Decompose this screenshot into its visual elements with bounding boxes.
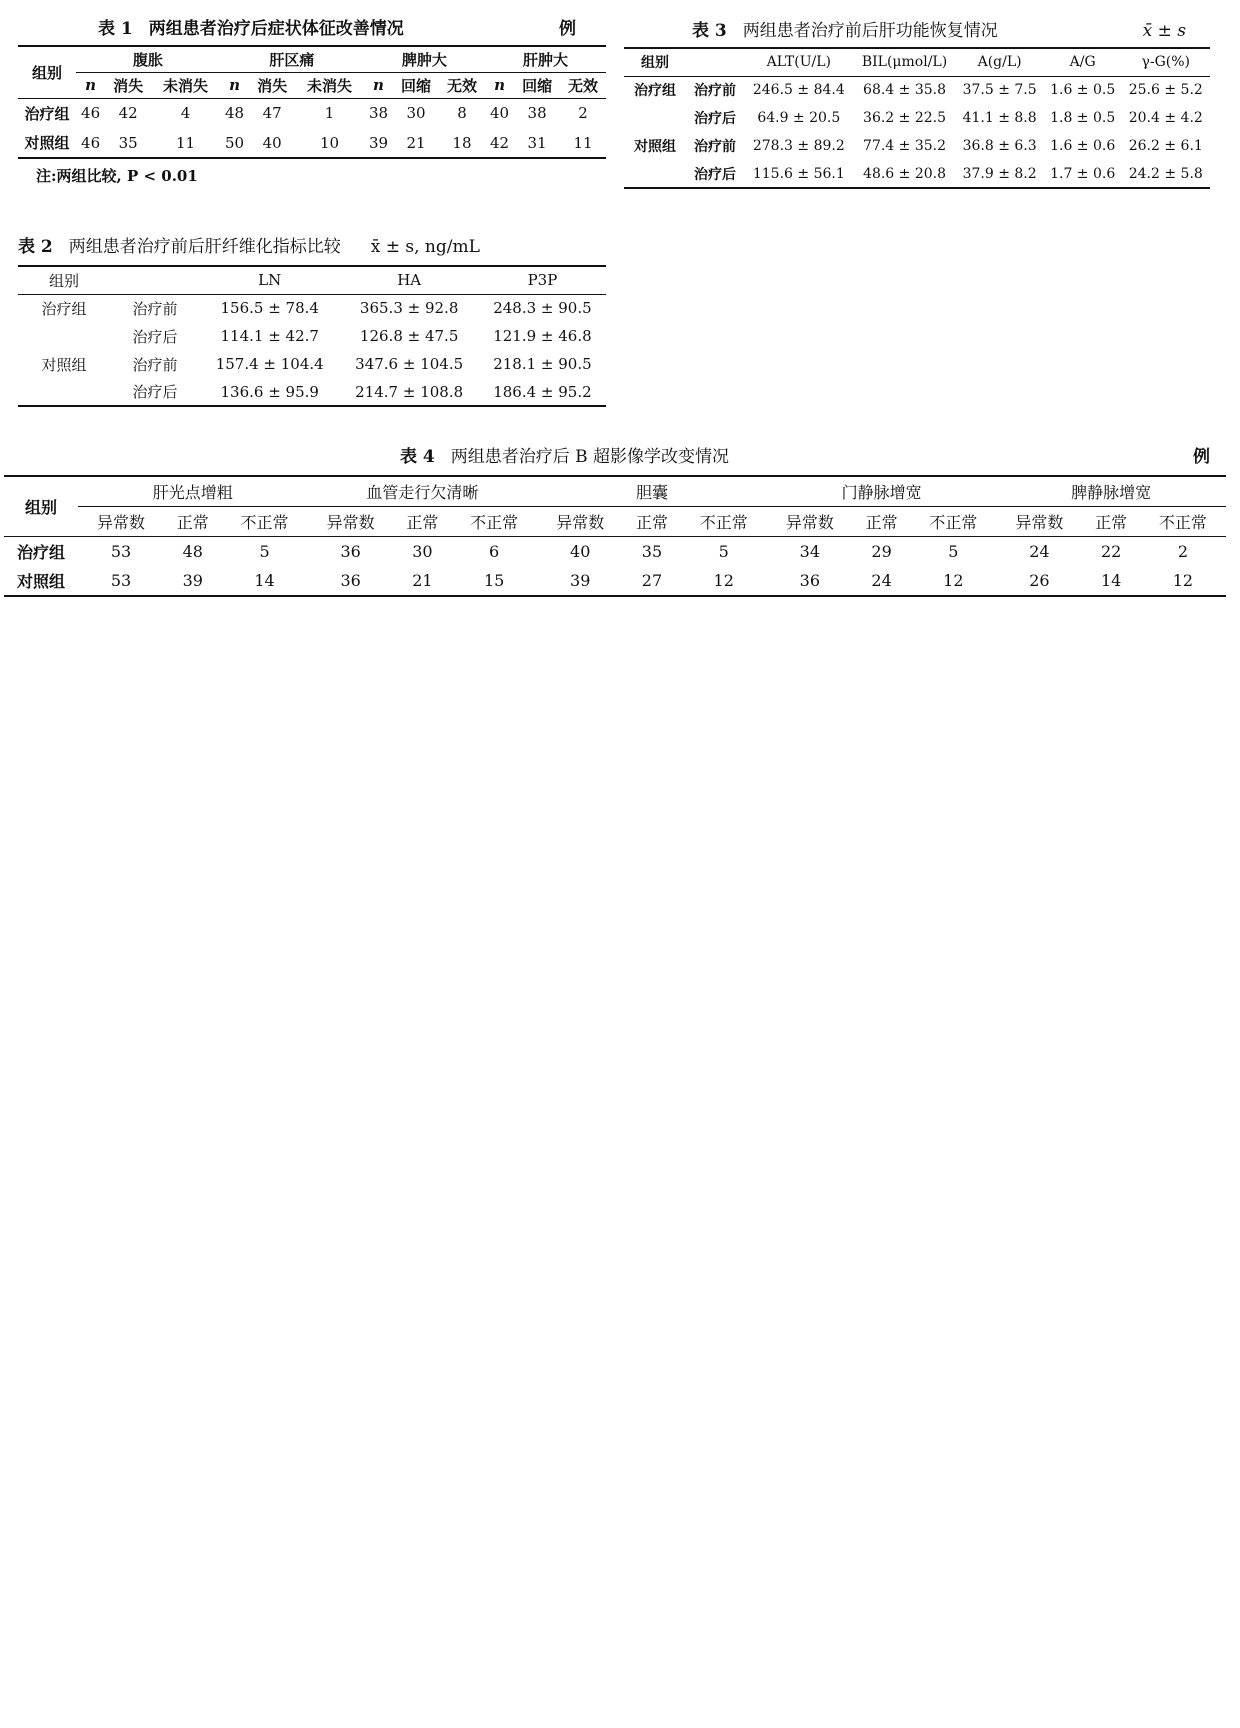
table-row xyxy=(624,132,1210,160)
table4-subhead: 不正常 xyxy=(1140,506,1226,536)
table4-subhead: 异常数 xyxy=(537,506,623,536)
table-cell: 48 xyxy=(182,541,203,561)
table1-note: 注:两组比较, P < 0.01 xyxy=(36,167,198,185)
table4-title: 两组患者治疗后 B 超影像学改变情况 xyxy=(450,447,730,467)
table1-subhead: 未消失 xyxy=(295,72,364,98)
table2-row-phase: 治疗后 xyxy=(132,383,178,401)
table1-unit: 例 xyxy=(559,19,576,39)
table4-subhead: 不正常 xyxy=(681,506,767,536)
table-row xyxy=(18,294,606,322)
table-cell: 18 xyxy=(452,133,472,152)
table1-row-label: 治疗组 xyxy=(24,104,70,123)
table-cell: 136.6 ± 95.9 xyxy=(220,382,319,401)
table-cell: 278.3 ± 89.2 xyxy=(752,138,845,154)
table3-header xyxy=(686,48,744,76)
table-cell: 1.6 ± 0.5 xyxy=(1050,82,1116,99)
table4-row-label: 对照组 xyxy=(16,572,65,591)
table4-caption xyxy=(4,442,1226,467)
table1-caption xyxy=(18,14,606,39)
table-row xyxy=(624,76,1210,104)
table1-subhead: n xyxy=(220,72,249,98)
table-cell: 214.7 ± 108.8 xyxy=(355,382,464,401)
table-cell: 248.3 ± 90.5 xyxy=(493,299,592,318)
table-cell: 42 xyxy=(118,104,138,123)
table3-header: A/G xyxy=(1044,48,1122,76)
table4-subhead: 正常 xyxy=(853,506,910,536)
table2-header: LN xyxy=(200,266,339,294)
table-cell: 34 xyxy=(799,541,820,561)
table3-number: 表 3 xyxy=(692,21,727,41)
table-cell: 53 xyxy=(110,541,132,561)
table-cell: 218.1 ± 90.5 xyxy=(493,355,592,373)
table2-row-phase: 治疗前 xyxy=(132,355,178,374)
table4 xyxy=(4,442,1226,597)
table-cell: 12 xyxy=(943,571,964,590)
table-cell: 14 xyxy=(1100,571,1122,590)
table-cell: 12 xyxy=(713,571,734,590)
table-cell: 36 xyxy=(340,571,361,590)
table4-subhead: 正常 xyxy=(164,506,221,536)
table-cell: 115.6 ± 56.1 xyxy=(752,165,845,182)
table-cell: 24.2 ± 5.8 xyxy=(1128,165,1203,182)
table1-subhead: 回缩 xyxy=(393,72,439,98)
table4-number: 表 4 xyxy=(400,447,435,467)
table4-subhead: 异常数 xyxy=(308,506,394,536)
table3-row-phase: 治疗后 xyxy=(694,111,736,127)
table2-row-group: 治疗组 xyxy=(41,299,87,318)
table1-subhead: 消失 xyxy=(105,72,151,98)
table-cell: 25.6 ± 5.2 xyxy=(1128,82,1203,99)
table2-row-group xyxy=(18,322,110,350)
table-cell: 5 xyxy=(718,541,729,561)
table4-row-label: 治疗组 xyxy=(16,542,65,562)
table-cell: 21 xyxy=(412,571,433,590)
table-cell: 246.5 ± 84.4 xyxy=(752,82,845,99)
table-cell: 40 xyxy=(570,541,591,561)
table1-group-col: 腹胀 xyxy=(132,50,163,69)
table-row xyxy=(4,536,1226,566)
table3-row-group xyxy=(624,160,686,188)
table-cell: 77.4 ± 35.2 xyxy=(863,138,947,154)
table-cell: 5 xyxy=(948,541,959,561)
table-cell: 21 xyxy=(406,133,426,152)
table-cell: 22 xyxy=(1100,541,1122,561)
table4-subhead: 异常数 xyxy=(78,506,164,536)
table-cell: 39 xyxy=(570,571,591,590)
table3-title: 两组患者治疗前后肝功能恢复情况 xyxy=(742,21,998,41)
table3-header: BIL(μmol/L) xyxy=(854,48,956,76)
table-cell: 1.8 ± 0.5 xyxy=(1050,110,1116,126)
table-cell: 53 xyxy=(110,571,132,590)
table3-row-phase: 治疗前 xyxy=(694,139,736,155)
table4-subhead: 异常数 xyxy=(767,506,853,536)
table4-group-col: 门静脉增宽 xyxy=(841,482,922,502)
table-cell: 64.9 ± 20.5 xyxy=(757,110,841,126)
table3-row-group: 治疗组 xyxy=(634,83,676,100)
table-row xyxy=(18,350,606,378)
table4-unit: 例 xyxy=(1193,447,1210,467)
table2-header: 组别 xyxy=(18,266,110,294)
table-cell: 156.5 ± 78.4 xyxy=(220,299,319,318)
table4-subhead: 不正常 xyxy=(910,506,996,536)
table3-row-group: 对照组 xyxy=(634,139,676,155)
table-cell: 186.4 ± 95.2 xyxy=(493,382,592,401)
table3-caption xyxy=(624,16,1210,41)
table-cell: 1.7 ± 0.6 xyxy=(1050,165,1116,182)
table-cell: 29 xyxy=(871,541,892,561)
table1-subhead: 无效 xyxy=(439,72,485,98)
table3-row-phase: 治疗后 xyxy=(694,166,736,183)
table-cell: 35 xyxy=(118,133,138,152)
table2-row-phase: 治疗后 xyxy=(132,327,178,346)
table-row xyxy=(18,128,606,158)
table4-subhead: 正常 xyxy=(1082,506,1139,536)
table1-number: 表 1 xyxy=(98,19,133,39)
table4-group-col: 肝光点增粗 xyxy=(152,482,233,502)
table4-grid xyxy=(4,475,1226,597)
table4-subhead: 正常 xyxy=(623,506,680,536)
table1-subhead: n xyxy=(364,72,393,98)
table-cell: 46 xyxy=(81,133,101,152)
table3-unit: x̄ ± s xyxy=(1142,21,1186,41)
table-row xyxy=(624,104,1210,132)
table-cell: 1 xyxy=(324,104,335,123)
table-cell: 48 xyxy=(225,104,245,123)
table-row xyxy=(4,566,1226,596)
table2-header: P3P xyxy=(479,266,606,294)
table-cell: 39 xyxy=(182,571,203,590)
table4-group-header: 组别 xyxy=(4,476,78,536)
table1-group-col: 肝区痛 xyxy=(269,50,315,69)
table1-row-label: 对照组 xyxy=(24,134,70,152)
table-cell: 10 xyxy=(319,133,340,152)
table-cell: 47 xyxy=(262,104,282,123)
table1-subhead: n xyxy=(76,72,105,98)
table-cell: 20.4 ± 4.2 xyxy=(1128,110,1203,126)
table1-subhead: 未消失 xyxy=(151,72,220,98)
table2-number: 表 2 xyxy=(18,237,53,257)
table1 xyxy=(18,14,606,186)
table-row xyxy=(624,160,1210,188)
table2-row-group xyxy=(18,378,110,406)
table4-group-col: 血管走行欠清晰 xyxy=(366,482,479,502)
table2-grid xyxy=(18,265,606,407)
table3-grid xyxy=(624,47,1210,189)
table1-group-header: 组别 xyxy=(18,46,76,98)
table-cell: 35 xyxy=(641,541,663,561)
table2-header: HA xyxy=(339,266,478,294)
table-cell: 38 xyxy=(368,104,389,123)
table4-subhead: 正常 xyxy=(394,506,451,536)
table-cell: 38 xyxy=(527,104,547,123)
table-cell: 68.4 ± 35.8 xyxy=(863,82,947,99)
table3-row-phase: 治疗前 xyxy=(694,83,736,100)
table-cell: 2 xyxy=(578,104,588,123)
table-cell: 2 xyxy=(1177,541,1189,561)
table3-header: A(g/L) xyxy=(955,48,1043,76)
table-cell: 39 xyxy=(368,133,389,152)
table-cell: 5 xyxy=(259,541,270,561)
table4-subhead: 异常数 xyxy=(996,506,1082,536)
table-cell: 36.2 ± 22.5 xyxy=(863,110,947,126)
table-cell: 114.1 ± 42.7 xyxy=(220,327,319,345)
table-cell: 6 xyxy=(489,541,500,561)
table3-header: ALT(U/L) xyxy=(744,48,854,76)
table-cell: 157.4 ± 104.4 xyxy=(215,355,324,373)
table1-group-col: 脾肿大 xyxy=(401,50,447,69)
table-row xyxy=(18,322,606,350)
table-cell: 36 xyxy=(799,571,820,590)
table4-group-col: 脾静脉增宽 xyxy=(1071,482,1152,502)
table1-group-col: 肝肿大 xyxy=(522,50,568,69)
table-row xyxy=(18,98,606,128)
table-cell: 14 xyxy=(254,571,275,590)
table-cell: 48.6 ± 20.8 xyxy=(863,165,947,182)
table1-subhead: 回缩 xyxy=(514,72,560,98)
table-cell: 365.3 ± 92.8 xyxy=(359,299,459,318)
table-cell: 46 xyxy=(81,104,101,123)
table1-title: 两组患者治疗后症状体征改善情况 xyxy=(148,19,404,39)
table-cell: 121.9 ± 46.8 xyxy=(493,327,592,345)
table3-row-group xyxy=(624,104,686,132)
table-cell: 15 xyxy=(483,571,505,590)
table2 xyxy=(18,232,606,407)
table-cell: 11 xyxy=(175,133,196,152)
table2-caption xyxy=(18,232,606,257)
table-cell: 41.1 ± 8.8 xyxy=(962,110,1037,126)
table-cell: 30 xyxy=(412,541,433,561)
table2-header xyxy=(110,266,200,294)
table-cell: 24 xyxy=(1029,541,1050,561)
table-cell: 40 xyxy=(262,133,282,152)
table-cell: 50 xyxy=(225,133,245,152)
table-cell: 8 xyxy=(457,104,467,123)
table-cell: 347.6 ± 104.5 xyxy=(355,355,464,373)
table-cell: 36.8 ± 6.3 xyxy=(962,138,1037,154)
table2-row-phase: 治疗前 xyxy=(132,299,178,318)
table3-header: γ-G(%) xyxy=(1122,48,1210,76)
table-cell: 1.6 ± 0.6 xyxy=(1050,138,1116,154)
table4-group-col: 胆囊 xyxy=(635,482,668,502)
table3 xyxy=(624,16,1210,189)
table-row xyxy=(18,378,606,406)
table-cell: 24 xyxy=(871,571,892,590)
table1-grid xyxy=(18,45,606,159)
table-cell: 12 xyxy=(1172,571,1194,590)
table-cell: 4 xyxy=(180,104,191,123)
table-cell: 40 xyxy=(489,104,510,123)
table-cell: 26 xyxy=(1029,571,1050,590)
table-cell: 30 xyxy=(406,104,426,123)
table-cell: 27 xyxy=(641,571,663,590)
table-cell: 42 xyxy=(489,133,510,152)
table1-subhead: 消失 xyxy=(249,72,295,98)
table3-header: 组别 xyxy=(624,48,686,76)
table2-unit: x̄ ± s, ng/mL xyxy=(370,237,480,257)
table-cell: 37.9 ± 8.2 xyxy=(962,165,1037,182)
table4-subhead: 不正常 xyxy=(222,506,308,536)
table2-row-group: 对照组 xyxy=(41,355,87,374)
table-cell: 36 xyxy=(340,541,361,561)
table1-subhead: 无效 xyxy=(560,72,606,98)
table-cell: 31 xyxy=(527,133,547,152)
table-cell: 126.8 ± 47.5 xyxy=(359,327,459,345)
table-cell: 37.5 ± 7.5 xyxy=(962,82,1037,99)
table-cell: 26.2 ± 6.1 xyxy=(1128,138,1203,154)
table-cell: 11 xyxy=(573,133,593,152)
table4-subhead: 不正常 xyxy=(451,506,537,536)
table1-subhead: n xyxy=(485,72,514,98)
table2-title: 两组患者治疗前后肝纤维化指标比较 xyxy=(68,237,341,257)
